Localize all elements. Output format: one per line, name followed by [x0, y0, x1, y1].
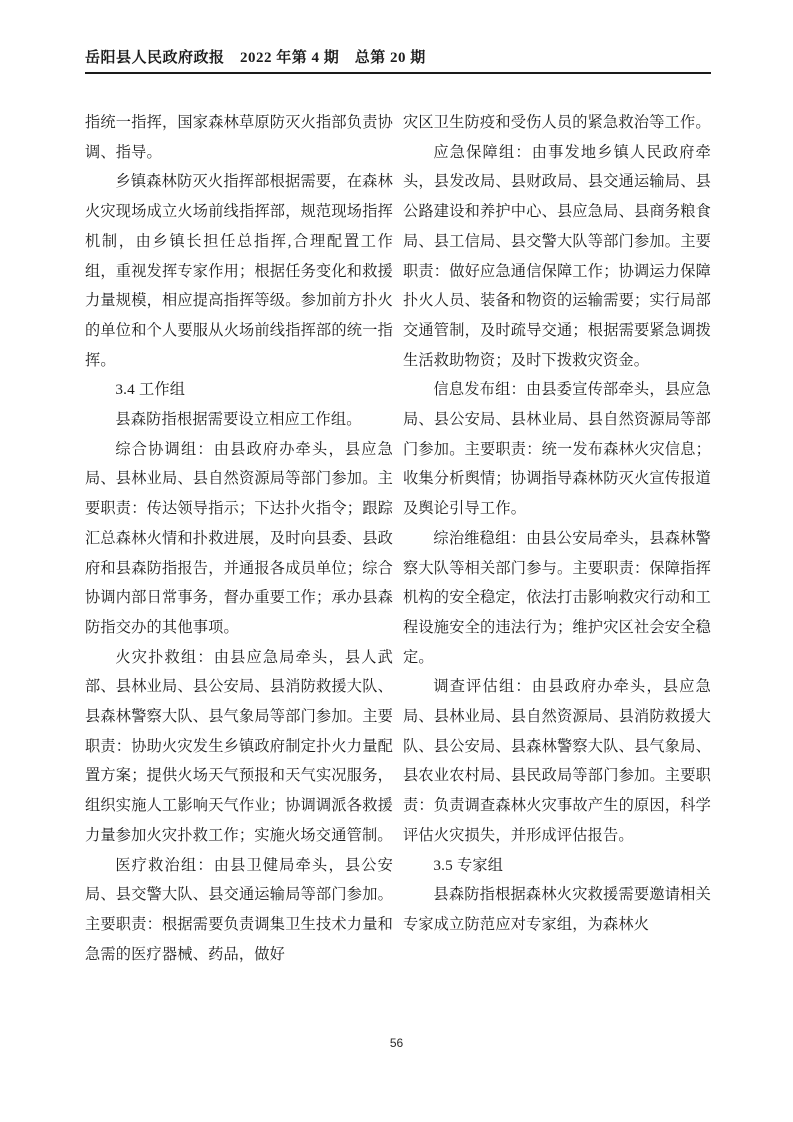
- paragraph: 信息发布组：由县委宣传部牵头，县应急局、县公安局、县林业局、县自然资源局等部门参加。主要职责：统一发布森林火灾信息；收集分析舆情；协调指导森林防灭火宣传报道及舆论引导工作。: [403, 381, 711, 518]
- right-column: [403, 108, 711, 969]
- paragraph: 指统一指挥，国家森林草原防灭火指部负责协调、指导。: [85, 114, 393, 161]
- paragraph: 灾区卫生防疫和受伤人员的紧急救治等工作。: [403, 114, 711, 131]
- paragraph: 县森防指根据森林火灾救援需要邀请相关专家成立防范应对专家组，为森林火: [403, 886, 711, 933]
- paragraph: 调查评估组：由县政府办牵头，县应急局、县林业局、县自然资源局、县消防救援大队、县公安局、县森林警察大队、县气象局、县农业农村局、县民政局等部门参加。主要职责：负责调查森林火灾事故产生的原因，科学评估火灾损失，并形成评估报告。: [403, 678, 711, 844]
- section-heading: 3.4 工作组: [115, 381, 186, 399]
- paragraph: 医疗救治组：由县卫健局牵头，县公安局、县交警大队、县交通运输局等部门参加。主要职责：根据需要负责调集卫生技术力量和急需的医疗器械、药品，做好: [85, 856, 393, 963]
- section-heading: 3.5 专家组: [433, 856, 504, 874]
- paragraph: 火灾扑救组：由县应急局牵头，县人武部、县林业局、县公安局、县消防救援大队、县森林警察大队、县气象局等部门参加。主要职责：协助火灾发生乡镇政府制定扑火力量配置方案；提供火场天气预报和天气实况服务，组织实施人工影响天气作业；协调调派各救援力量参加火灾扑救工作；实施火场交通管制。: [85, 648, 393, 844]
- page-header: [85, 46, 711, 74]
- left-column: [85, 108, 393, 969]
- document-body: [85, 108, 711, 969]
- page-number: 56: [389, 1036, 404, 1050]
- paragraph: 县森防指根据需要设立相应工作组。: [115, 411, 362, 429]
- paragraph: 综治维稳组：由县公安局牵头，县森林警察大队等相关部门参与。主要职责：保障指挥机构的安全稳定，依法打击影响救灾行动和工程设施安全的违法行为；维护灾区社会安全稳定。: [403, 529, 711, 666]
- gazette-title: 岳阳县人民政府政报 2022 年第 4 期 总第 20 期: [85, 50, 426, 66]
- paragraph: 综合协调组：由县政府办牵头，县应急局、县林业局、县自然资源局等部门参加。主要职责：传达领导指示；下达扑火指令；跟踪汇总森林火情和扑救进展，及时向县委、县政府和县森防指报告，并通报各成员单位；综合协调内部日常事务，督办重要工作；承办县森防指交办的其他事项。: [85, 440, 393, 636]
- paragraph: 应急保障组：由事发地乡镇人民政府牵头，县发改局、县财政局、县交通运输局、县公路建设和养护中心、县应急局、县商务粮食局、县工信局、县交警大队等部门参加。主要职责：做好应急通信保障工作；协调运力保障扑火人员、装备和物资的运输需要；实行局部交通管制，及时疏导交通；根据需要紧急调拨生活救助物资；及时下拨救灾资金。: [403, 143, 711, 369]
- paragraph: 乡镇森林防灭火指挥部根据需要，在森林火灾现场成立火场前线指挥部，规范现场指挥机制，由乡镇长担任总指挥,合理配置工作组，重视发挥专家作用；根据任务变化和救援力量规模，相应提高指挥等级。参加前方扑火的单位和个人要服从火场前线指挥部的统一指挥。: [85, 173, 393, 369]
